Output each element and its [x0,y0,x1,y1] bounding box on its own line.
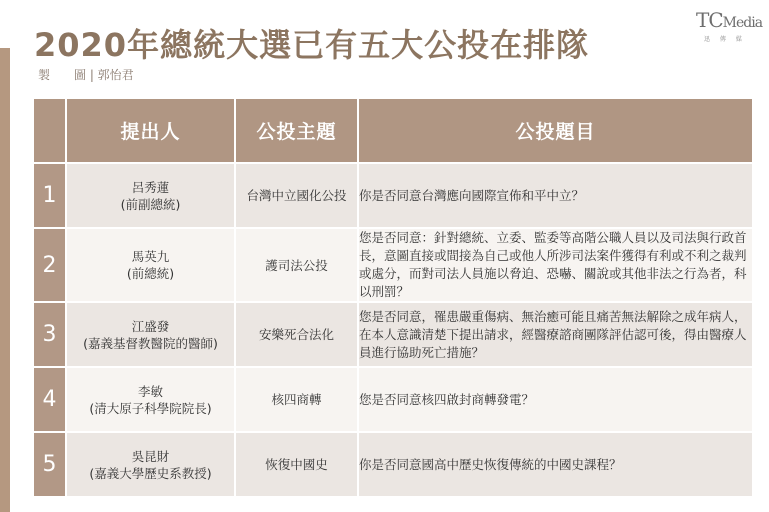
proposer-role: (前總統) [126,266,175,281]
table-row [33,367,753,432]
topic-cell: 台灣中立國化公投 [235,163,358,228]
page-title: 2020年總統大選已有五大公投在排隊 [34,26,590,64]
question-cell: 你是否同意國高中歷史恢復傳統的中國史課程？ [358,432,753,497]
proposer-name: 江盛發 [131,318,170,334]
header-blank [33,98,66,163]
proposer-cell [66,432,235,497]
table-header-row [33,98,753,163]
table-row [33,163,753,228]
row-number: 4 [33,367,66,432]
table-row [33,228,753,302]
referendum-table [32,97,754,498]
brand-logo [690,8,763,43]
row-number: 2 [33,228,66,302]
logo-main-text: TC [696,8,723,32]
header-proposer: 提出人 [66,98,235,163]
row-number: 1 [33,163,66,228]
proposer-name: 馬英九 [131,249,170,264]
proposer-name: 吳昆財 [131,448,170,464]
proposer-cell [66,228,235,302]
table-row [33,302,753,367]
proposer-cell [66,163,235,228]
proposer-name: 呂秀蓮 [131,179,170,195]
row-number: 3 [33,302,66,367]
header-topic: 公投主題 [235,98,358,163]
question-cell: 您是否同意：針對總統、立委、監委等高階公職人員以及司法與行政首長，意圖直接或間接為自己或他人所涉司法案件獲得有利或不利之裁判或處分，而對司法人員施以脅迫、恐嚇、關說或其他非法之行為者，科以刑罰？ [358,228,753,302]
row-number: 5 [33,432,66,497]
proposer-name: 李敏 [137,383,163,399]
credit-line: 製 圖 | 郭怡君 [38,68,134,82]
proposer-role: (嘉義大學歷史系教授) [89,465,212,481]
topic-cell: 護司法公投 [235,228,358,302]
proposer-cell [66,302,235,367]
logo-sub-text: Media [722,15,763,31]
table-row [33,432,753,497]
question-cell: 您是否同意，罹患嚴重傷病、無治癒可能且痛苦無法解除之成年病人，在本人意識清楚下提出請求，經醫療諮商團隊評估認可後，得由醫療人員進行協助死亡措施？ [358,302,753,367]
logo-tagline: 迅 傳 媒 [704,36,746,43]
topic-cell: 恢復中國史 [235,432,358,497]
question-cell: 你是否同意台灣應向國際宣佈和平中立？ [358,163,753,228]
proposer-role: (前副總統) [120,196,181,212]
proposer-role: (清大原子科學院院長) [89,400,212,416]
left-accent-bar [0,48,10,512]
logo-mark [696,8,762,32]
topic-cell: 核四商轉 [235,367,358,432]
proposer-cell [66,367,235,432]
topic-cell: 安樂死合法化 [235,302,358,367]
header-question: 公投題目 [358,98,753,163]
proposer-role: (嘉義基督教醫院的醫師) [83,335,218,351]
question-cell: 您是否同意核四啟封商轉發電？ [358,367,753,432]
